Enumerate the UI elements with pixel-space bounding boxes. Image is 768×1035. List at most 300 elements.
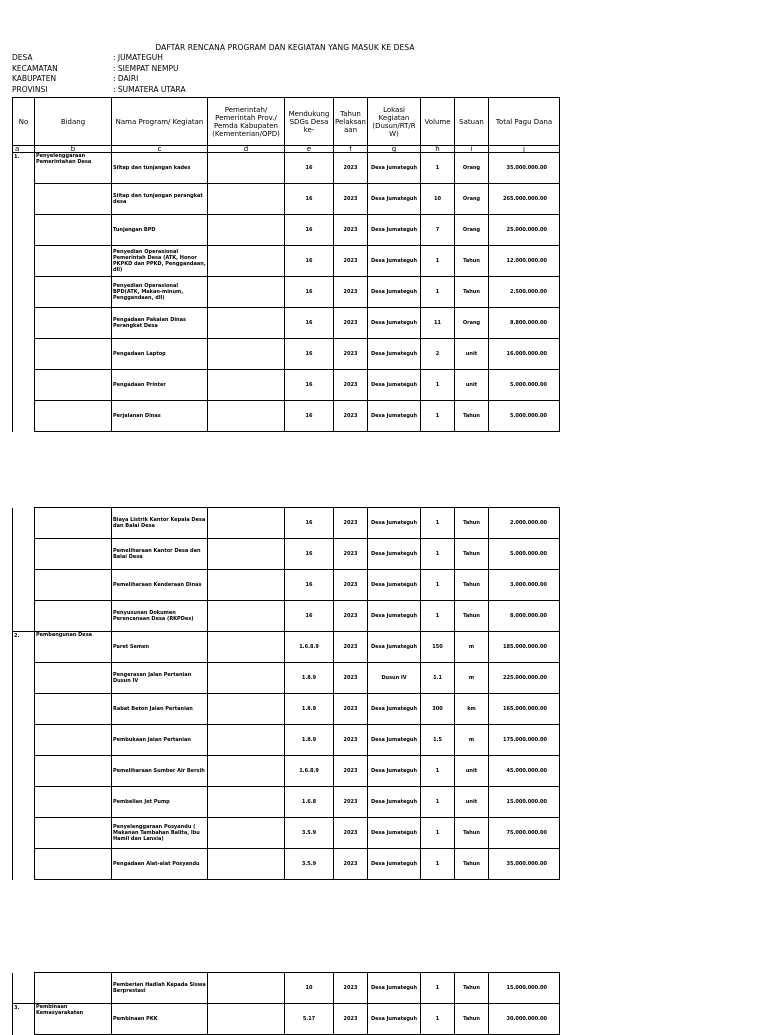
table-row <box>13 539 560 570</box>
row-sdgs: 10 <box>285 973 334 1004</box>
row-satuan: m <box>455 725 489 756</box>
row-volume: 1 <box>421 787 455 818</box>
header-line: (Dusun/RT/R <box>372 121 416 130</box>
row-kegiatan: Pengadaan Printer <box>112 370 208 401</box>
table-row <box>13 370 560 401</box>
row-pemerintah <box>208 277 285 308</box>
table-row <box>13 601 560 632</box>
letter-cell: g <box>368 146 421 153</box>
row-pemerintah <box>208 308 285 339</box>
table-header-row <box>13 98 560 146</box>
row-lokasi: Desa Jumateguh <box>368 601 421 632</box>
row-bidang <box>35 663 112 694</box>
row-no <box>13 370 35 401</box>
row-tahun: 2023 <box>334 277 368 308</box>
table-row <box>13 277 560 308</box>
row-no <box>13 973 35 1004</box>
row-kegiatan: Pembinaan PKK <box>112 1004 208 1035</box>
header-line: Pelaksan <box>335 117 366 126</box>
row-pemerintah <box>208 787 285 818</box>
row-volume: 150 <box>421 632 455 663</box>
row-satuan: m <box>455 663 489 694</box>
row-pemerintah <box>208 215 285 246</box>
letter-cell: c <box>112 146 208 153</box>
row-bidang <box>35 277 112 308</box>
table-row <box>13 570 560 601</box>
row-volume: 1 <box>421 153 455 184</box>
row-pemerintah <box>208 632 285 663</box>
row-kegiatan: Pengadaan Alat-alat Posyandu <box>112 849 208 880</box>
header-pagu: Total Pagu Dana <box>489 98 560 146</box>
header-no: No <box>13 98 35 146</box>
row-sdgs: 16 <box>285 153 334 184</box>
row-pemerintah <box>208 1004 285 1035</box>
row-pagu: 35.000.000.00 <box>489 153 560 184</box>
table-body-2 <box>13 508 560 880</box>
row-no <box>13 277 35 308</box>
letter-cell: i <box>455 146 489 153</box>
table-body-3 <box>13 973 560 1035</box>
row-sdgs: 1.6.8.9 <box>285 756 334 787</box>
row-pagu: 175.000.000.00 <box>489 725 560 756</box>
row-lokasi: Desa Jumateguh <box>368 370 421 401</box>
row-satuan: m <box>455 632 489 663</box>
row-sdgs: 1.8.9 <box>285 663 334 694</box>
row-lokasi: Desa Jumateguh <box>368 401 421 432</box>
row-pagu: 8.000.000.00 <box>489 601 560 632</box>
row-pagu: 5.000.000.00 <box>489 539 560 570</box>
row-no <box>13 756 35 787</box>
row-satuan: Tahun <box>455 849 489 880</box>
row-pagu: 225.000.000.00 <box>489 663 560 694</box>
header-lokasi <box>368 98 421 146</box>
row-volume: 10 <box>421 184 455 215</box>
meta-row-provinsi <box>12 85 186 96</box>
row-bidang: Penyelenggaraan Pemerintahan Desa <box>35 153 112 184</box>
row-kegiatan: Pengadaan Laptop <box>112 339 208 370</box>
row-lokasi: Desa Jumateguh <box>368 694 421 725</box>
row-no: 2. <box>13 632 35 663</box>
row-volume: 11 <box>421 308 455 339</box>
row-lokasi: Dusun IV <box>368 663 421 694</box>
row-pemerintah <box>208 570 285 601</box>
meta-row-kecamatan <box>12 64 186 75</box>
row-pemerintah <box>208 849 285 880</box>
row-sdgs: 3.5.9 <box>285 818 334 849</box>
row-kegiatan: Pembelian Jet Pump <box>112 787 208 818</box>
row-lokasi: Desa Jumateguh <box>368 1004 421 1035</box>
row-bidang <box>35 973 112 1004</box>
row-bidang <box>35 818 112 849</box>
row-no <box>13 246 35 277</box>
row-lokasi: Desa Jumateguh <box>368 818 421 849</box>
row-satuan: Tahun <box>455 818 489 849</box>
row-kegiatan: Paret Semen <box>112 632 208 663</box>
row-no <box>13 663 35 694</box>
row-no <box>13 570 35 601</box>
row-bidang <box>35 725 112 756</box>
row-sdgs: 1.8.9 <box>285 694 334 725</box>
row-pemerintah <box>208 663 285 694</box>
row-tahun: 2023 <box>334 601 368 632</box>
row-volume: 1 <box>421 973 455 1004</box>
row-volume: 1 <box>421 1004 455 1035</box>
row-no: 3. <box>13 1004 35 1035</box>
row-bidang <box>35 601 112 632</box>
row-no <box>13 849 35 880</box>
program-table-page2 <box>12 507 560 880</box>
row-volume: 1 <box>421 818 455 849</box>
row-bidang <box>35 184 112 215</box>
row-sdgs: 16 <box>285 277 334 308</box>
program-table-page3 <box>12 972 560 1035</box>
row-pagu: 30.000.000.00 <box>489 1004 560 1035</box>
row-volume: 1 <box>421 539 455 570</box>
row-volume: 1.1 <box>421 663 455 694</box>
row-pemerintah <box>208 401 285 432</box>
row-kegiatan: Pemeliharaan Sumber Air Bersih <box>112 756 208 787</box>
letter-cell: h <box>421 146 455 153</box>
letter-cell: b <box>35 146 112 153</box>
row-kegiatan: Pemberian Hadiah Kepada Siswa Berprestasi <box>112 973 208 1004</box>
row-volume: 2 <box>421 339 455 370</box>
row-sdgs: 16 <box>285 401 334 432</box>
row-satuan: Tahun <box>455 246 489 277</box>
row-kegiatan: Penyelenggaraan Posyandu ( Makanan Tambahan Balita, Ibu Hamil dan Lansia) <box>112 818 208 849</box>
row-pagu: 2.500.000.00 <box>489 277 560 308</box>
row-pemerintah <box>208 601 285 632</box>
row-no <box>13 401 35 432</box>
row-sdgs: 16 <box>285 339 334 370</box>
row-pemerintah <box>208 184 285 215</box>
row-lokasi: Desa Jumateguh <box>368 246 421 277</box>
row-lokasi: Desa Jumateguh <box>368 215 421 246</box>
meta-label: PROVINSI <box>12 84 48 94</box>
row-no <box>13 725 35 756</box>
row-satuan: Tahun <box>455 570 489 601</box>
row-satuan: Tahun <box>455 973 489 1004</box>
row-sdgs: 16 <box>285 184 334 215</box>
row-satuan: Tahun <box>455 401 489 432</box>
header-line: Pemerintah Prov./ <box>215 113 277 122</box>
header-line: (Kementerian/OPD) <box>212 129 280 138</box>
row-satuan: Orang <box>455 153 489 184</box>
row-pemerintah <box>208 818 285 849</box>
row-tahun: 2023 <box>334 246 368 277</box>
row-tahun: 2023 <box>334 973 368 1004</box>
header-pemerintah <box>208 98 285 146</box>
row-bidang <box>35 539 112 570</box>
row-no <box>13 184 35 215</box>
meta-value: : DAIRI <box>113 74 139 83</box>
row-volume: 1 <box>421 601 455 632</box>
table-row <box>13 508 560 539</box>
row-pagu: 12.000.000.00 <box>489 246 560 277</box>
row-pemerintah <box>208 539 285 570</box>
table-row <box>13 973 560 1004</box>
row-sdgs: 16 <box>285 570 334 601</box>
table-row <box>13 756 560 787</box>
letter-cell: f <box>334 146 368 153</box>
row-pemerintah <box>208 694 285 725</box>
row-lokasi: Desa Jumateguh <box>368 787 421 818</box>
row-volume: 300 <box>421 694 455 725</box>
row-kegiatan: Pembukaan Jalan Pertanian <box>112 725 208 756</box>
letter-cell: j <box>489 146 560 153</box>
row-pagu: 5.000.000.00 <box>489 370 560 401</box>
row-lokasi: Desa Jumateguh <box>368 539 421 570</box>
meta-label: KECAMATAN <box>12 63 58 73</box>
row-bidang: Pembangunan Desa <box>35 632 112 663</box>
table-row <box>13 725 560 756</box>
header-tahun <box>334 98 368 146</box>
document-meta <box>12 53 186 95</box>
row-bidang <box>35 308 112 339</box>
row-satuan: unit <box>455 370 489 401</box>
row-no <box>13 694 35 725</box>
row-pagu: 8.800.000.00 <box>489 308 560 339</box>
table-row <box>13 787 560 818</box>
row-bidang <box>35 570 112 601</box>
row-volume: 1 <box>421 401 455 432</box>
row-volume: 1 <box>421 570 455 601</box>
row-tahun: 2023 <box>334 339 368 370</box>
row-pemerintah <box>208 973 285 1004</box>
header-line: ke- <box>303 125 315 134</box>
row-tahun: 2023 <box>334 694 368 725</box>
row-bidang <box>35 339 112 370</box>
row-volume: 1 <box>421 246 455 277</box>
row-no <box>13 818 35 849</box>
row-bidang <box>35 401 112 432</box>
header-volume: Volume <box>421 98 455 146</box>
row-tahun: 2023 <box>334 539 368 570</box>
header-line: Kegiatan <box>378 113 410 122</box>
row-satuan: Orang <box>455 308 489 339</box>
row-tahun: 2023 <box>334 632 368 663</box>
header-line: Mendukung <box>288 109 330 118</box>
row-pagu: 265.000.000.00 <box>489 184 560 215</box>
document-title: DAFTAR RENCANA PROGRAM DAN KEGIATAN YANG MASUK KE DESA <box>155 43 415 52</box>
row-satuan: Orang <box>455 215 489 246</box>
row-pagu: 185.000.000.00 <box>489 632 560 663</box>
row-satuan: Tahun <box>455 277 489 308</box>
row-lokasi: Desa Jumateguh <box>368 339 421 370</box>
meta-value: : SIEMPAT NEMPU <box>113 63 179 73</box>
table-row <box>13 632 560 663</box>
row-pagu: 15.000.000.00 <box>489 787 560 818</box>
row-sdgs: 16 <box>285 539 334 570</box>
row-bidang <box>35 370 112 401</box>
row-sdgs: 1.6.8.9 <box>285 632 334 663</box>
row-pagu: 16.000.000.00 <box>489 339 560 370</box>
row-tahun: 2023 <box>334 787 368 818</box>
meta-row-desa <box>12 53 186 64</box>
row-sdgs: 16 <box>285 215 334 246</box>
table-row <box>13 663 560 694</box>
header-kegiatan: Nama Program/ Kegiatan <box>112 98 208 146</box>
row-sdgs: 1.8.9 <box>285 725 334 756</box>
row-tahun: 2023 <box>334 401 368 432</box>
table-row <box>13 818 560 849</box>
row-kegiatan: Siltap dan tunjangan perangkat desa <box>112 184 208 215</box>
row-tahun: 2023 <box>334 570 368 601</box>
row-pemerintah <box>208 725 285 756</box>
row-volume: 1 <box>421 370 455 401</box>
row-lokasi: Desa Jumateguh <box>368 308 421 339</box>
row-lokasi: Desa Jumateguh <box>368 508 421 539</box>
row-pemerintah <box>208 370 285 401</box>
table-row <box>13 308 560 339</box>
row-pagu: 15.000.000.00 <box>489 973 560 1004</box>
row-tahun: 2023 <box>334 849 368 880</box>
row-lokasi: Desa Jumateguh <box>368 277 421 308</box>
header-line: Pemerintah/ <box>224 105 268 114</box>
row-bidang <box>35 787 112 818</box>
table-row <box>13 153 560 184</box>
row-kegiatan: Perjalanan Dinas <box>112 401 208 432</box>
row-no <box>13 215 35 246</box>
row-tahun: 2023 <box>334 308 368 339</box>
row-satuan: unit <box>455 339 489 370</box>
table-row <box>13 1004 560 1035</box>
row-sdgs: 3.5.9 <box>285 849 334 880</box>
row-sdgs: 16 <box>285 601 334 632</box>
row-tahun: 2023 <box>334 153 368 184</box>
row-pagu: 3.000.000.00 <box>489 570 560 601</box>
row-sdgs: 16 <box>285 508 334 539</box>
table-row <box>13 401 560 432</box>
row-no <box>13 787 35 818</box>
row-no <box>13 508 35 539</box>
table-row <box>13 215 560 246</box>
row-kegiatan: Penyedian Operasional BPD(ATK, Makan-minum, Penggandaan, dll) <box>112 277 208 308</box>
row-pemerintah <box>208 153 285 184</box>
row-tahun: 2023 <box>334 818 368 849</box>
header-line: Pemda Kabupaten <box>214 121 278 130</box>
row-lokasi: Desa Jumateguh <box>368 184 421 215</box>
header-line: aan <box>343 125 357 134</box>
row-pagu: 5.000.000.00 <box>489 401 560 432</box>
row-lokasi: Desa Jumateguh <box>368 632 421 663</box>
meta-label: DESA <box>12 53 33 62</box>
row-pagu: 165.000.000.00 <box>489 694 560 725</box>
row-pagu: 35.000.000.00 <box>489 849 560 880</box>
row-volume: 1.5 <box>421 725 455 756</box>
table-body-1 <box>13 153 560 432</box>
row-bidang <box>35 215 112 246</box>
row-lokasi: Desa Jumateguh <box>368 725 421 756</box>
row-tahun: 2023 <box>334 756 368 787</box>
meta-value: : SUMATERA UTARA <box>113 84 186 94</box>
table-row <box>13 246 560 277</box>
row-tahun: 2023 <box>334 215 368 246</box>
row-satuan: unit <box>455 756 489 787</box>
row-bidang <box>35 849 112 880</box>
row-no: 1. <box>13 153 35 184</box>
meta-row-kabupaten <box>12 74 186 85</box>
letter-cell: a <box>13 146 35 153</box>
row-satuan: Tahun <box>455 508 489 539</box>
row-tahun: 2023 <box>334 508 368 539</box>
header-line: Tahun <box>340 109 361 118</box>
row-kegiatan: Biaya Listrik Kantor Kepala Desa dan Balai Desa <box>112 508 208 539</box>
header-line: SDGs Desa <box>289 117 329 126</box>
table-row <box>13 339 560 370</box>
meta-value: : JUMATEGUH <box>113 53 163 62</box>
row-kegiatan: Pengerasan Jalan Pertanian Dusun IV <box>112 663 208 694</box>
row-volume: 1 <box>421 277 455 308</box>
row-lokasi: Desa Jumateguh <box>368 570 421 601</box>
letter-cell: d <box>208 146 285 153</box>
letter-cell: e <box>285 146 334 153</box>
row-lokasi: Desa Jumateguh <box>368 973 421 1004</box>
row-satuan: Orang <box>455 184 489 215</box>
row-kegiatan: Rabat Beton Jalan Pertanian <box>112 694 208 725</box>
row-volume: 7 <box>421 215 455 246</box>
row-sdgs: 1.6.8 <box>285 787 334 818</box>
row-satuan: unit <box>455 787 489 818</box>
row-tahun: 2023 <box>334 663 368 694</box>
row-bidang: Pembinaan Kemasyarakatan <box>35 1004 112 1035</box>
table-row <box>13 849 560 880</box>
row-kegiatan: Pemeliharaan Kantor Desa dan Balai Desa <box>112 539 208 570</box>
row-satuan: km <box>455 694 489 725</box>
table-row <box>13 184 560 215</box>
row-kegiatan: Tunjangan BPD <box>112 215 208 246</box>
row-lokasi: Desa Jumateguh <box>368 756 421 787</box>
row-no <box>13 339 35 370</box>
row-bidang <box>35 246 112 277</box>
row-kegiatan: Pemeliharaan Kenderaan Dinas <box>112 570 208 601</box>
row-kegiatan: Penyedian Operasional Pemerintah Desa (ATK, Honor PKPKD dan PPKD, Penggandaan, dll) <box>112 246 208 277</box>
row-pagu: 25.000.000.00 <box>489 215 560 246</box>
header-line: Lokasi <box>383 105 405 114</box>
row-pemerintah <box>208 246 285 277</box>
row-no <box>13 539 35 570</box>
row-sdgs: 16 <box>285 370 334 401</box>
row-tahun: 2023 <box>334 725 368 756</box>
table-row <box>13 694 560 725</box>
row-bidang <box>35 508 112 539</box>
row-lokasi: Desa Jumateguh <box>368 153 421 184</box>
row-pagu: 75.000.000.00 <box>489 818 560 849</box>
meta-label: KABUPATEN <box>12 74 57 83</box>
row-bidang <box>35 694 112 725</box>
row-pagu: 2.000.000.00 <box>489 508 560 539</box>
row-kegiatan: Siltap dan tunjangan kades <box>112 153 208 184</box>
header-satuan: Satuan <box>455 98 489 146</box>
row-satuan: Tahun <box>455 601 489 632</box>
row-pemerintah <box>208 756 285 787</box>
table-letter-row <box>13 146 560 153</box>
row-tahun: 2023 <box>334 370 368 401</box>
row-sdgs: 16 <box>285 308 334 339</box>
row-sdgs: 16 <box>285 246 334 277</box>
row-pagu: 45.000.000.00 <box>489 756 560 787</box>
row-satuan: Tahun <box>455 1004 489 1035</box>
row-kegiatan: Pengadaan Pakaian Dinas Perangkat Desa <box>112 308 208 339</box>
header-sdgs <box>285 98 334 146</box>
row-no <box>13 601 35 632</box>
row-volume: 1 <box>421 756 455 787</box>
row-lokasi: Desa Jumateguh <box>368 849 421 880</box>
row-bidang <box>35 756 112 787</box>
row-sdgs: 5.17 <box>285 1004 334 1035</box>
header-line: W) <box>389 129 399 138</box>
row-tahun: 2023 <box>334 184 368 215</box>
row-volume: 1 <box>421 849 455 880</box>
